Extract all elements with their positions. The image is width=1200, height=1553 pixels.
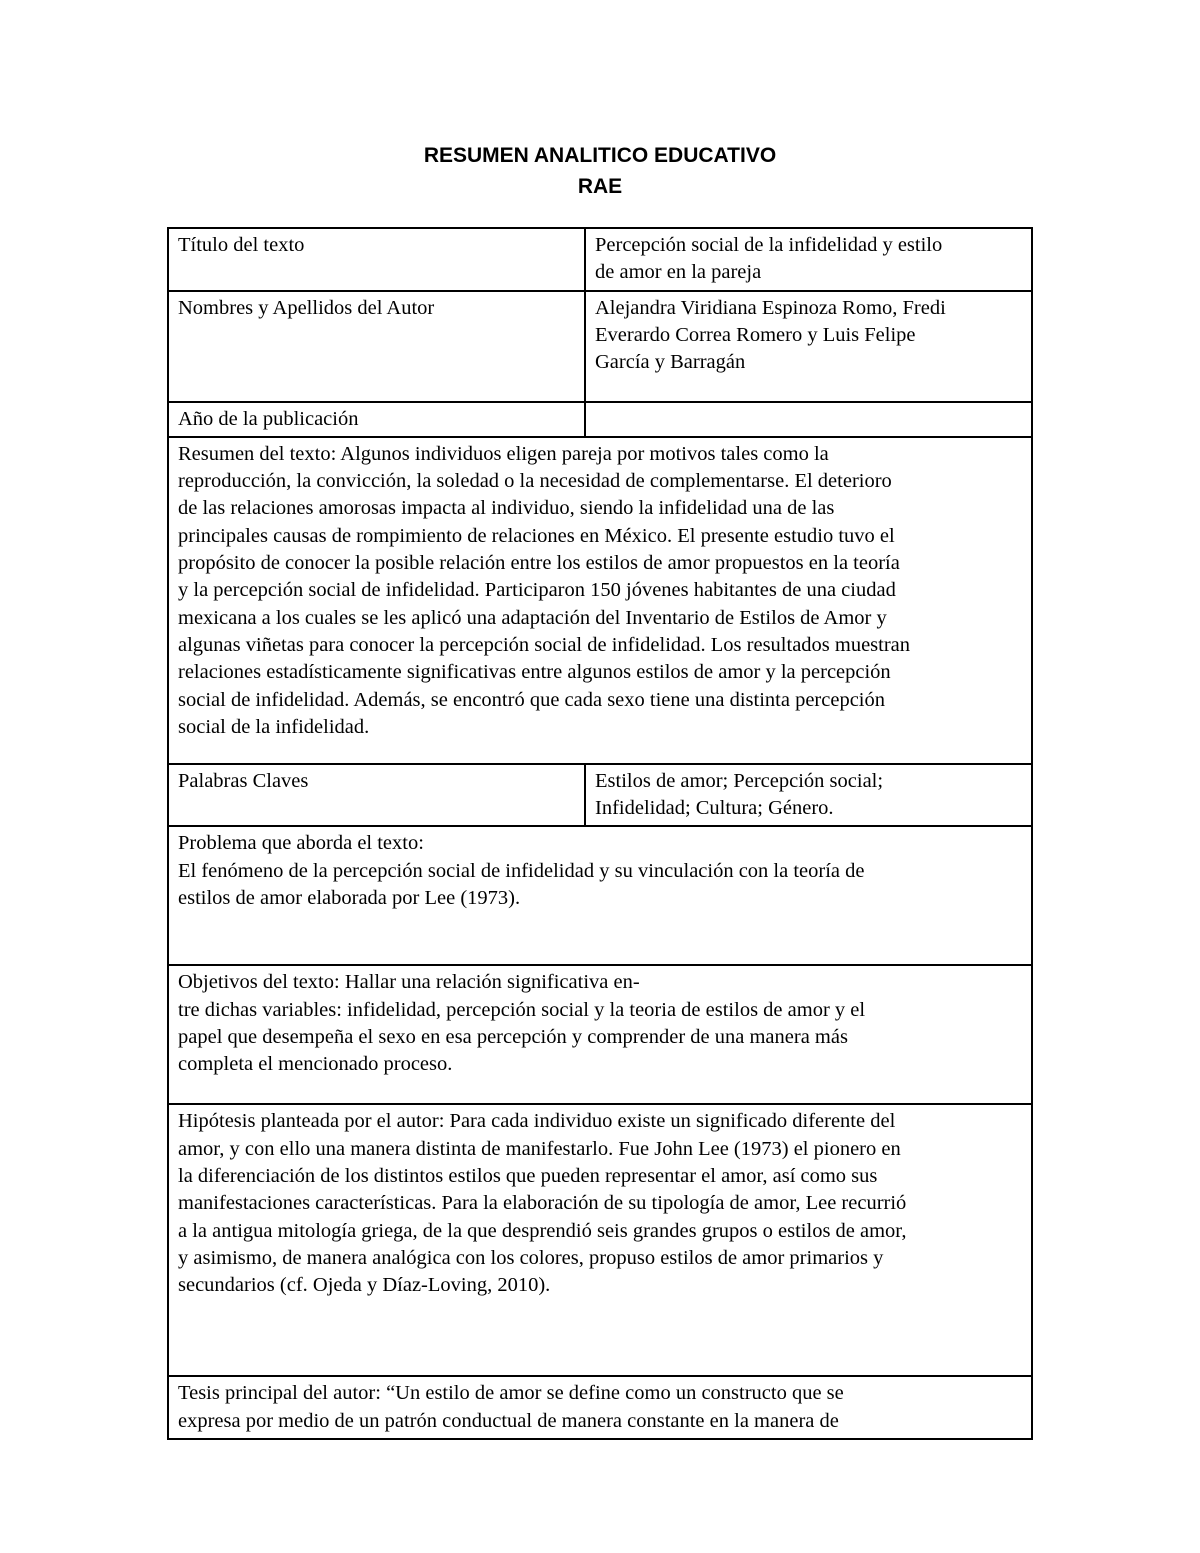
row-resumen	[168, 437, 1032, 764]
objetivos-text: Objetivos del texto: Hallar una relación significativa en- tre dichas variables: infidelidad, percepción social y la teoria de estilos de amor y el papel que desempeña el sexo en esa percepción y comprender de una manera más completa el mencionado proceso.	[168, 965, 1032, 1104]
titulo-value: Percepción social de la infidelidad y estilo de amor en la pareja	[585, 228, 1032, 291]
row-palabras-claves	[168, 764, 1032, 827]
row-problema	[168, 826, 1032, 965]
document-header	[0, 140, 1200, 202]
anio-label: Año de la publicación	[168, 402, 585, 437]
rae-table	[167, 227, 1033, 1440]
row-hipotesis	[168, 1104, 1032, 1376]
row-anio	[168, 402, 1032, 437]
autor-label: Nombres y Apellidos del Autor	[168, 291, 585, 402]
anio-value	[585, 402, 1032, 437]
row-titulo	[168, 228, 1032, 291]
row-objetivos	[168, 965, 1032, 1104]
palabras-value: Estilos de amor; Percepción social; Infidelidad; Cultura; Género.	[585, 764, 1032, 827]
row-autor	[168, 291, 1032, 402]
resumen-text: Resumen del texto: Algunos individuos eligen pareja por motivos tales como la reproducción, la convicción, la soledad o la necesidad de complementarse. El deterioro de las relaciones amorosas impacta al individuo, siendo la infidelidad una de las principales causas de rompimiento de relaciones en México. El presente estudio tuvo el propósito de conocer la posible relación entre los estilos de amor propuestos en la teoría y la percepción social de infidelidad. Participaron 150 jóvenes habitantes de una ciudad mexicana a los cuales se les aplicó una adaptación del Inventario de Estilos de Amor y algunas viñetas para conocer la percepción social de infidelidad. Los resultados muestran relaciones estadísticamente significativas entre algunos estilos de amor y la percepción social de infidelidad. Además, se encontró que cada sexo tiene una distinta percepción social de la infidelidad.	[168, 437, 1032, 764]
tesis-text: Tesis principal del autor: “Un estilo de amor se define como un constructo que se expresa por medio de un patrón conductual de manera constante en la manera de	[168, 1376, 1032, 1439]
autor-value: Alejandra Viridiana Espinoza Romo, Fredi Everardo Correa Romero y Luis Felipe García y Barragán	[585, 291, 1032, 402]
problema-text: Problema que aborda el texto: El fenómeno de la percepción social de infidelidad y su vinculación con la teoría de estilos de amor elaborada por Lee (1973).	[168, 826, 1032, 965]
titulo-label: Título del texto	[168, 228, 585, 291]
hipotesis-text: Hipótesis planteada por el autor: Para cada individuo existe un significado diferente del amor, y con ello una manera distinta de manifestarlo. Fue John Lee (1973) el pionero en la diferenciación de los distintos estilos que pueden representar el amor, así como sus manifestaciones características. Para la elaboración de su tipología de amor, Lee recurrió a la antigua mitología griega, de la que desprendió seis grandes grupos o estilos de amor, y asimismo, de manera analógica con los colores, propuso estilos de amor primarios y secundarios (cf. Ojeda y Díaz-Loving, 2010).	[168, 1104, 1032, 1376]
row-tesis	[168, 1376, 1032, 1439]
document-subtitle: RAE	[577, 175, 623, 198]
palabras-label: Palabras Claves	[168, 764, 585, 827]
document-title: RESUMEN ANALITICO EDUCATIVO	[423, 144, 777, 167]
